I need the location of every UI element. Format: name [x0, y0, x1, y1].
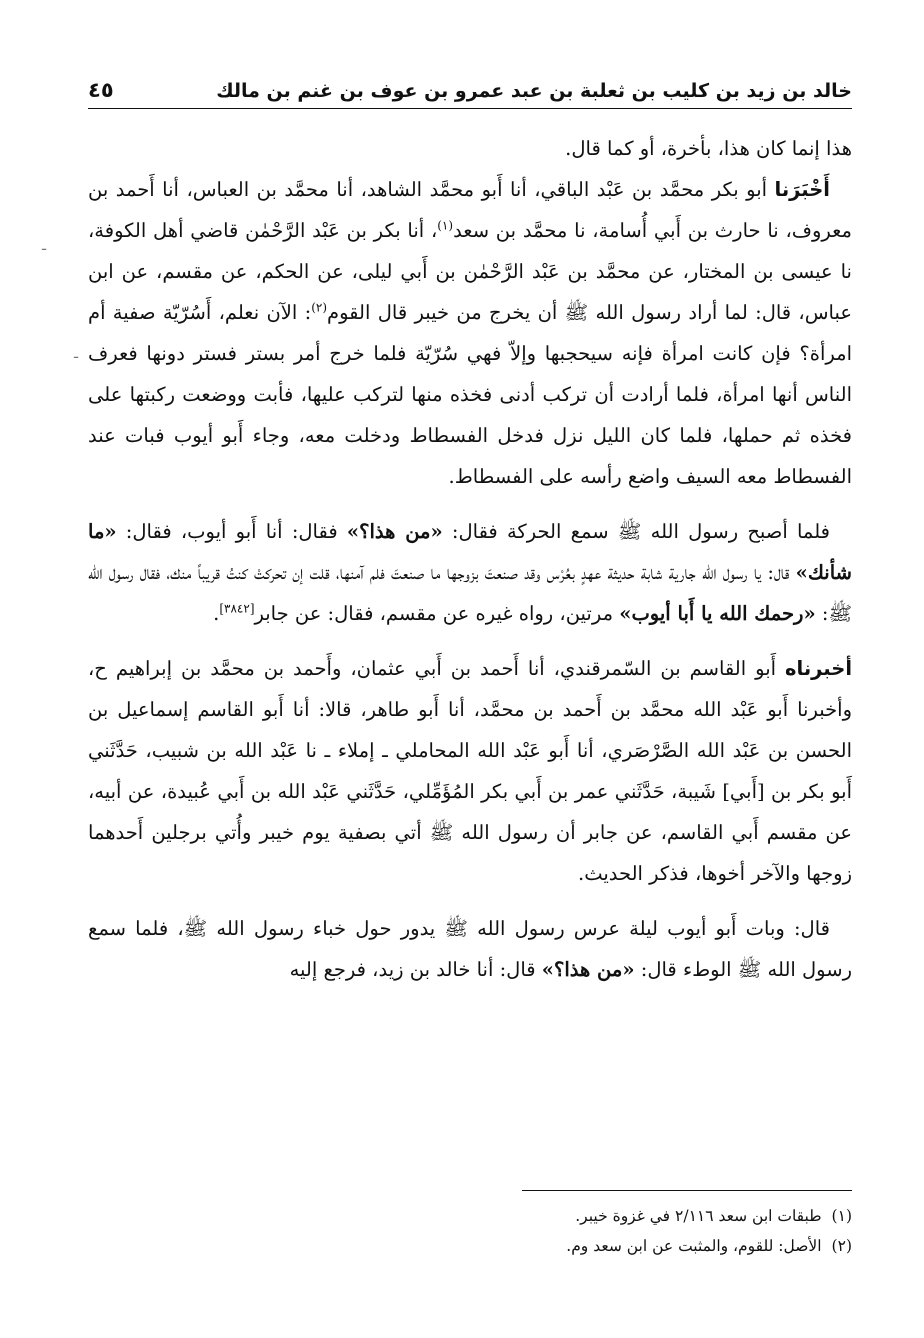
running-header [88, 58, 852, 109]
quote: «رحمك الله يا أَبا أيوب» [619, 602, 816, 625]
page-number: ٤٥ [88, 78, 114, 102]
footnote-ref-1[interactable]: (١) [437, 218, 454, 233]
footnote-1: (١)طبقات ابن سعد ٢/١١٦ في غزوة خيبر. [575, 1207, 852, 1225]
quote: «من هذا؟» [541, 958, 635, 981]
isnad-lead-word: أخبرناه [785, 657, 852, 680]
footnotes [88, 1190, 852, 1261]
paragraph-2: أَخْبَرَنا أبو بكر محمَّد بن عَبْد الباقي، أنا أَبو محمَّد الشاهد، أنا محمَّد بن العباس، أنا أَحمد بن معروف، نا حارث بن أَبي أُسامة، نا محمَّد بن سعد$^{(١)}$، أنا بكر بن عَبْد الرَّحْمٰن قاضي أهل الكوفة، نا عيسى بن المختار، عن محمَّد بن عَبْد الرَّحْمٰن بن أَبي ليلى، عن الحكم، عن مقسم، عن ابن عباس، قال: لما أراد رسول الله ﷺ أن يخرج من خيبر قال القوم$^{(٢)}$: الآن نعلم، أَسُرّيّة صفية أم امرأة؟ فإن كانت امرأة فإنه سيحجبها وإلاّ فهي سُرّيّة فلما خرج أمر بستر فستر دونها فعرف الناس أنها امرأة، فلما أرادت أن تركب أدنى فخذه منها لتركب عليها، فأبت ووضعت ركبتها على فخذه ثم حملها، فلما كان الليل نزل فدخل الفسطاط ودخلت معه، وجاء أَبو أيوب فبات عند الفسطاط معه السيف واضع رأسه على الفسطاط. [88, 178, 852, 488]
quote: «ما شأنك» [88, 520, 852, 584]
margin-mark: ـ [42, 238, 47, 254]
paragraph-5: قال: وبات أَبو أيوب ليلة عرس رسول الله ﷺ يدور حول خباء رسول الله ﷺ، فلما سمع رسول الله ﷺ الوطء قال: «من هذا؟» قال: أنا خالد بن زيد، فرجع إليه [88, 917, 852, 981]
margin-mark: ـ [74, 346, 79, 362]
paragraph-3: فلما أصبح رسول الله ﷺ سمع الحركة فقال: «من هذا؟» فقال: أنا أَبو أيوب، فقال: «ما شأنك» قال: يا رسول الله جارية شابة حديثة عهدٍ بعُرْس وقد صنعتَ بزوجها ما صنعتَ فلم آمنها، قلت إن تحركتْ كنتُ قريباً منك، فقال رسول الله ﷺ: «رحمك الله يا أَبا أيوب» مرتين، رواه غيره عن مقسم، فقال: عن جابر[٣٨٤٢]. [88, 520, 852, 625]
footnote-ref-2[interactable]: (٢) [311, 300, 328, 315]
hadith-number: [٣٨٤٢] [219, 601, 255, 616]
paragraph-4: أخبرناه أَبو القاسم بن السّمرقندي، أنا أَحمد بن أَبي عثمان، وأَحمد بن محمَّد بن إبراهيم ح، وأخبرنا أَبو عَبْد الله محمَّد بن أَحمد بن محمَّد، أنا أَبو طاهر، قالا: أنا أَبو القاسم إسماعيل بن الحسن بن عَبْد الله الصَّرْصَري، أنا أَبو عَبْد الله المحاملي ـ إملاء ـ نا عَبْد الله بن شبيب، حَدَّثَني أَبو بكر بن [أَبي] شَيبة، حَدَّثَني عمر بن أَبي بكر المُؤَمِّلي، حَدَّثَني عَبْد الله بن أَبي عُبيدة، عن أبيه، عن مقسم أَبي القاسم، عن جابر أن رسول الله ﷺ أتي بصفية يوم خيبر وأُتي برجلين أَحدهما زوجها والآخر أخوها، فذكر الحديث. [88, 657, 852, 885]
footnote-2: (٢)الأصل: للقوم، والمثبت عن ابن سعد وم. [566, 1237, 852, 1255]
main-text [88, 128, 852, 990]
isnad-lead-word: أَخْبَرَنا [774, 178, 830, 201]
paragraph-1: هذا إنما كان هذا، بأخرة، أو كما قال. [565, 137, 852, 160]
footnote-divider [522, 1190, 852, 1191]
quote: «من هذا؟» [346, 520, 443, 543]
header-title: خالد بن زيد بن كليب بن ثعلبة بن عبد عمرو بن عوف بن غنم بن مالك [216, 80, 852, 102]
